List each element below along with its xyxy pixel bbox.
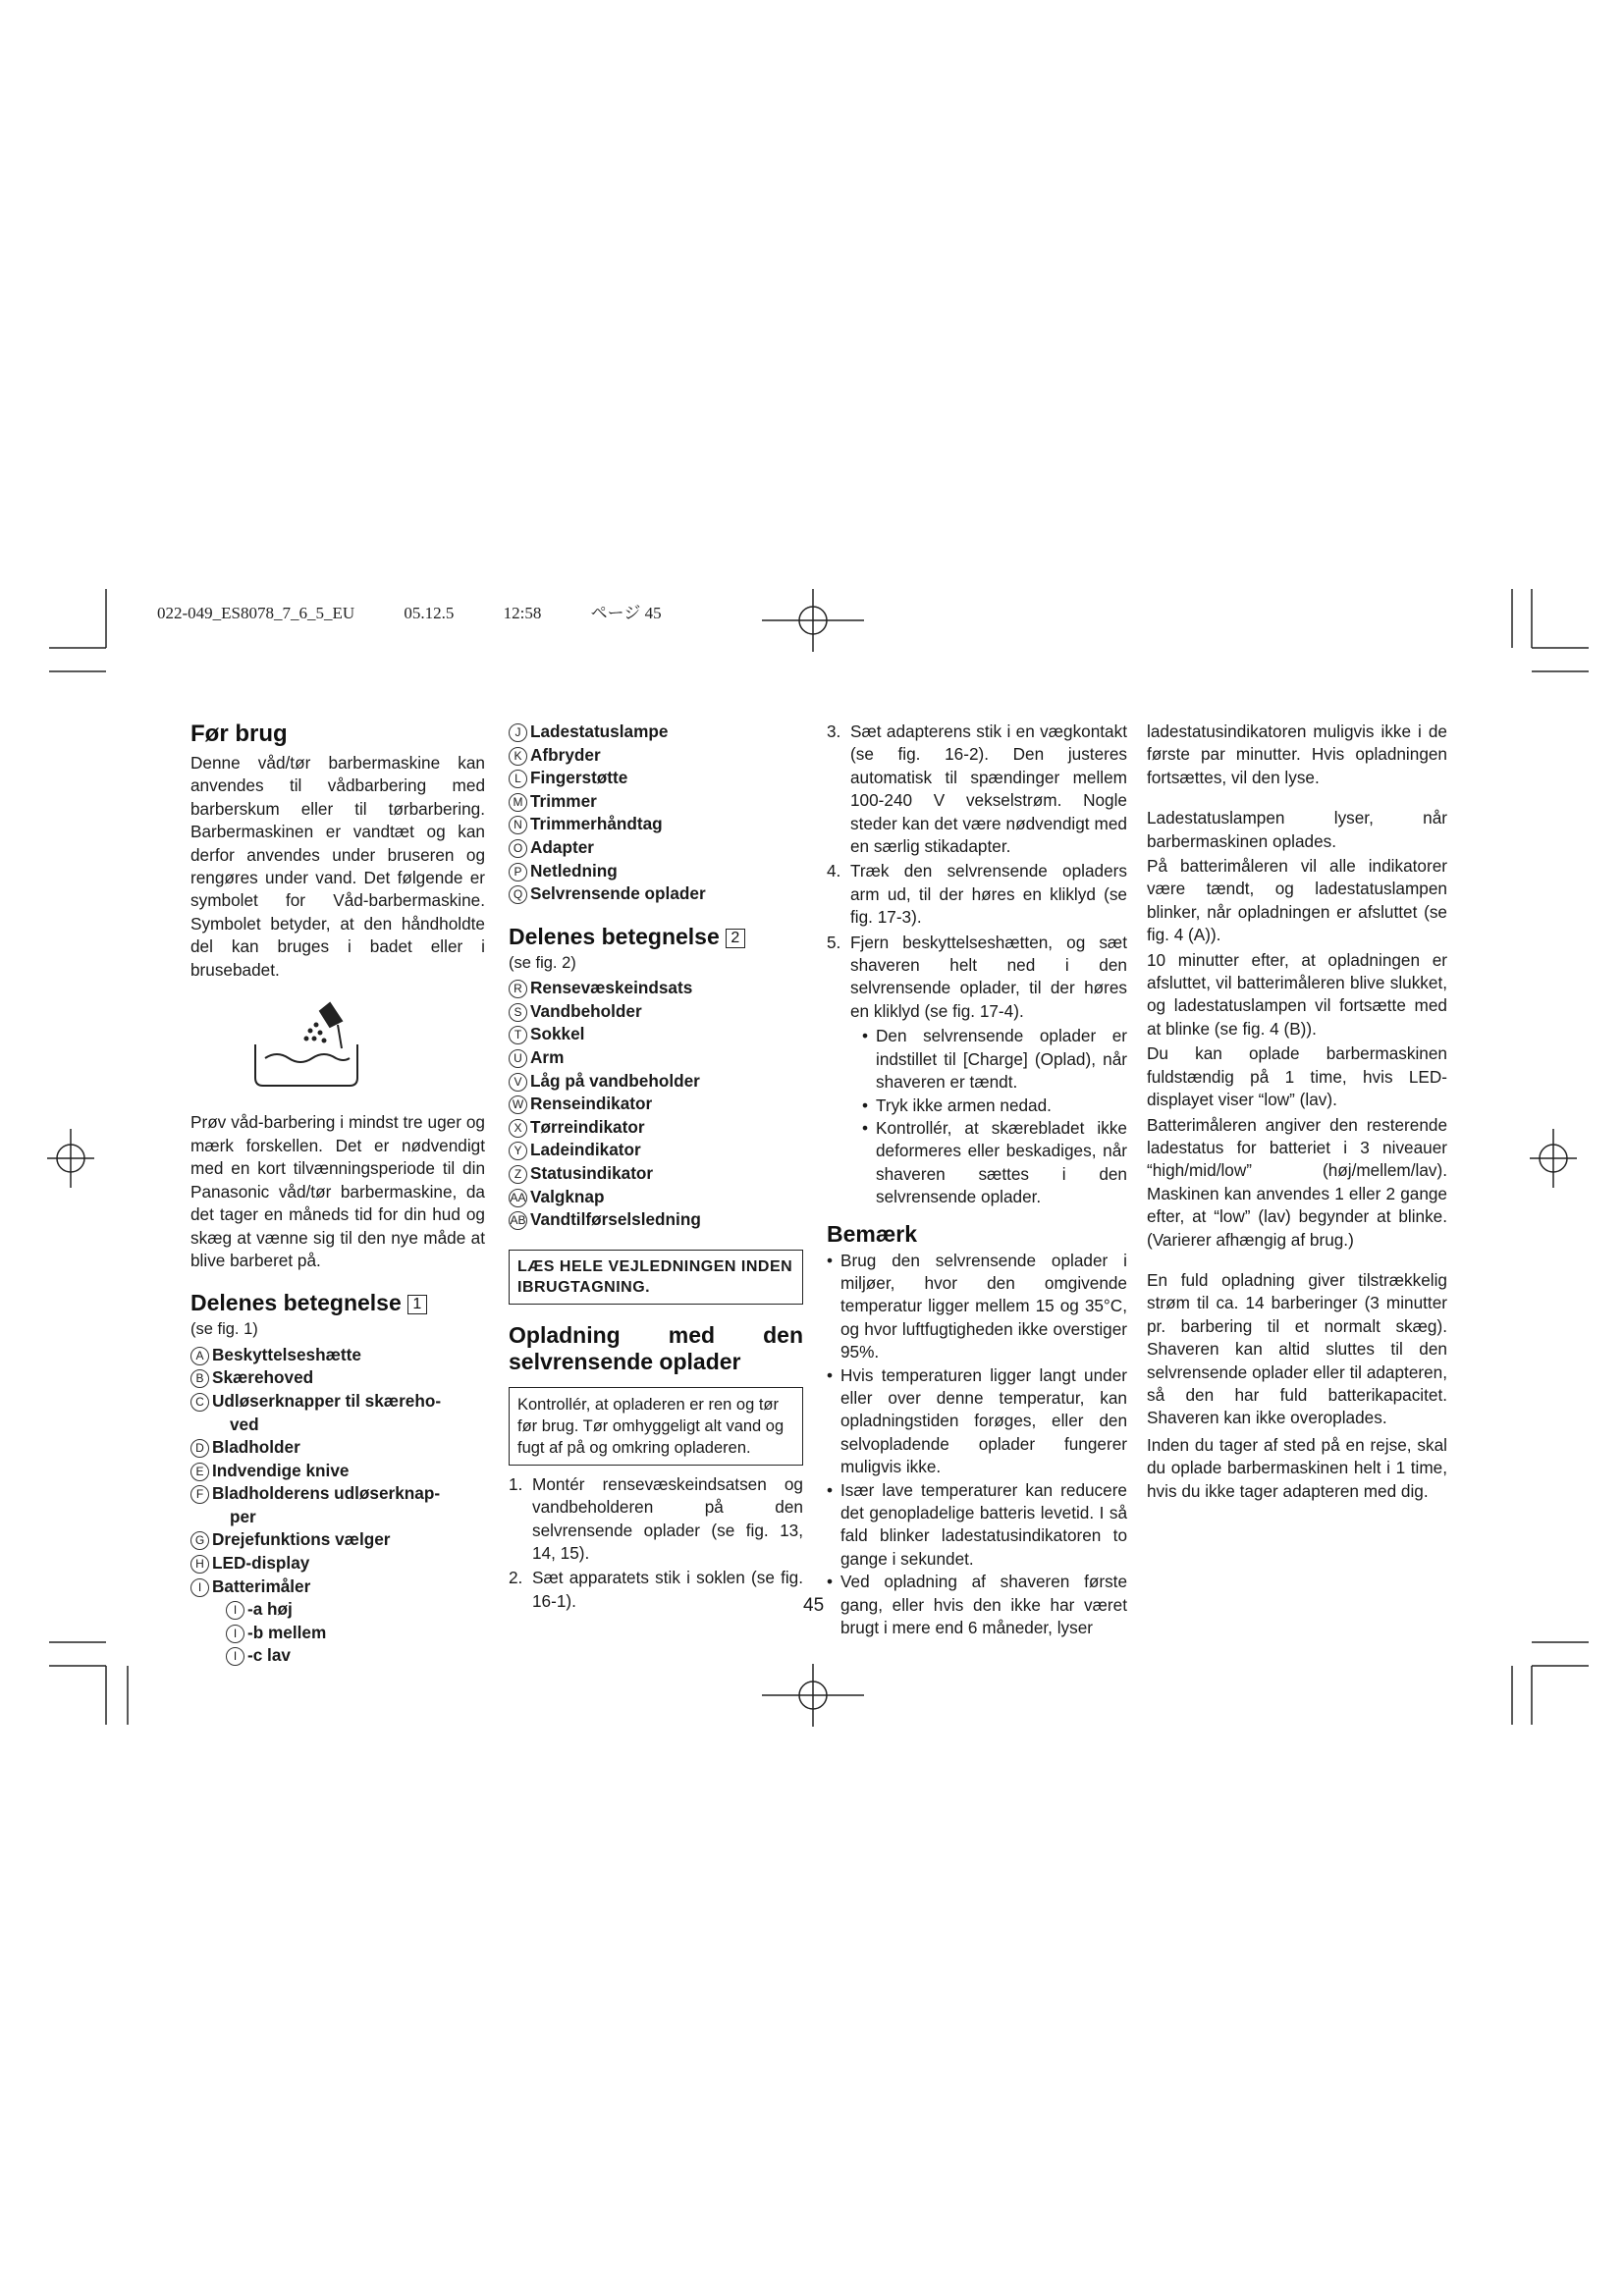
part-key-marker: H	[190, 1555, 209, 1574]
part-label-cont: per	[230, 1506, 256, 1526]
part-item	[190, 1575, 485, 1599]
bullet-item	[862, 1117, 1127, 1209]
part-label: -b mellem	[247, 1622, 327, 1642]
bullet-dot: •	[862, 1026, 869, 1046]
bullet-item	[827, 1571, 1127, 1639]
part-label: Afbryder	[530, 744, 601, 765]
part-key-marker: Y	[509, 1142, 527, 1160]
part-label: -a høj	[247, 1599, 293, 1620]
part-item	[509, 744, 803, 768]
part-label: Låg på vandbeholder	[530, 1070, 700, 1091]
shower-bath-icon	[247, 997, 365, 1092]
header-time: 12:58	[503, 604, 542, 622]
part-item	[190, 1644, 485, 1668]
part-key-marker: M	[509, 793, 527, 812]
part-key-marker: Z	[509, 1165, 527, 1184]
part-key-marker: K	[509, 747, 527, 766]
step-text: Træk den selvrensende opladers arm ud, til der høres en kliklyd (se fig. 17-3).	[850, 861, 1127, 928]
step-item	[827, 932, 1127, 1024]
parts-title-2	[509, 924, 803, 950]
step-text: Fjern beskyttelseshætten, og sæt shaveren helt ned i den selvrensende oplader, til der høres en kliklyd (se fig. 17-4).	[850, 932, 1127, 1021]
part-label: Bladholder	[212, 1437, 300, 1458]
part-label: Skærehoved	[212, 1367, 314, 1388]
part-label: Drejefunktions vælger	[212, 1529, 391, 1550]
part-key-marker: U	[509, 1049, 527, 1068]
step-item	[827, 721, 1127, 858]
part-label: LED-display	[212, 1553, 310, 1574]
column-2	[509, 721, 803, 1615]
bullet-item	[827, 1479, 1127, 1572]
step-text: Sæt adapterens stik i en vægkontakt (se fig. 16-2). Den justeres automatisk til spændinger mellem 100-240 V vekselstrøm. Nogle steder kan det være nødvendigt med en særlig stikadapter.	[850, 721, 1127, 857]
part-key-marker: I	[190, 1578, 209, 1597]
part-item	[509, 836, 803, 860]
bullet-text: Ved opladning af shaveren første gang, eller hvis den ikke har været brugt i mere end 6 måneder, lyser	[840, 1572, 1127, 1638]
parts-list-1	[190, 1344, 485, 1599]
part-key-marker: O	[509, 839, 527, 858]
part-key-marker: R	[509, 980, 527, 998]
fig-number-1: 1	[407, 1295, 427, 1314]
part-item	[509, 721, 803, 744]
part-key-marker: I	[226, 1647, 244, 1666]
charging-steps-1	[509, 1473, 803, 1613]
part-key-marker: T	[509, 1026, 527, 1044]
part-item	[509, 1000, 803, 1024]
column-4	[1147, 721, 1447, 1505]
warning-box: LÆS HELE VEJLEDNINGEN INDEN IBRUGTAGNING.	[509, 1250, 803, 1305]
part-key-marker: D	[190, 1439, 209, 1458]
part-key-marker: P	[509, 863, 527, 881]
bullet-text: Kontrollér, at skærebladet ikke deformeres eller beskadiges, når shaveren sættes i den selvrensende oplader.	[876, 1117, 1127, 1207]
charging-info-paragraphs	[1147, 807, 1447, 1503]
part-label: Statusindikator	[530, 1162, 654, 1183]
bullet-item	[827, 1364, 1127, 1479]
part-key-marker: AB	[509, 1211, 527, 1230]
part-label: Trimmerhåndtag	[530, 814, 663, 834]
bullet-item	[862, 1095, 1127, 1117]
part-key-marker: N	[509, 816, 527, 834]
note-list	[827, 1250, 1127, 1640]
part-key-marker: I	[226, 1625, 244, 1643]
part-label: Arm	[530, 1046, 565, 1067]
part-label: Netledning	[530, 860, 618, 881]
part-label: Indvendige knive	[212, 1460, 350, 1480]
part-item	[509, 1162, 803, 1186]
part-item	[190, 1622, 485, 1645]
step-item	[509, 1473, 803, 1566]
step-text: Sæt apparatets stik i soklen (se fig. 16-1).	[532, 1568, 803, 1611]
info-paragraph: Ladestatuslampen lyser, når barbermaskinen oplades.	[1147, 808, 1447, 851]
bullet-text: Tryk ikke armen nedad.	[876, 1095, 1052, 1115]
part-key-marker: W	[509, 1095, 527, 1114]
header-page-label: ページ 45	[590, 604, 662, 622]
part-item	[509, 1186, 803, 1209]
part-item	[190, 1528, 485, 1552]
bullet-text: Især lave temperaturer kan reducere det genopladelige batteris levetid. I så fald blinker ladestatusindikatoren to gange i sekundet.	[840, 1479, 1127, 1569]
part-label: Renseindikator	[530, 1094, 653, 1114]
part-item	[190, 1482, 485, 1528]
part-label: Bladholderens udløserknap-	[212, 1483, 441, 1504]
parts-title-1	[190, 1290, 485, 1316]
part-label: Batterimåler	[212, 1575, 311, 1596]
part-item	[509, 1023, 803, 1046]
bullet-text: Brug den selvrensende oplader i miljøer, hvor den omgivende temperatur ligger mellem 15 og 35°C, og hvor luftfugtigheden ikke overstiger 95%.	[840, 1250, 1127, 1362]
part-item	[190, 1344, 485, 1367]
info-paragraph: Batterimåleren angiver den resterende ladestatus for batteriet i 3 niveauer “high/mid/low” (høj/mellem/lav). Maskinen kan anvendes 1 eller 2 gange efter, at “low” (lav) begynder at blinke. (Varierer afhængig af brug.)	[1147, 1114, 1447, 1250]
part-key-marker: A	[190, 1347, 209, 1365]
part-label: Ladeindikator	[530, 1140, 641, 1160]
step-number: 2.	[509, 1568, 523, 1588]
part-key-marker: B	[190, 1369, 209, 1388]
part-item	[190, 1552, 485, 1575]
charging-title: Opladning med den selvrensende oplader	[509, 1321, 803, 1374]
part-key-marker: C	[190, 1393, 209, 1412]
part-item	[190, 1436, 485, 1460]
column-1	[190, 721, 485, 1668]
part-key-marker: G	[190, 1531, 209, 1550]
part-item	[509, 1208, 803, 1232]
part-item	[509, 977, 803, 1000]
tip-paragraph: Prøv våd-barbering i mindst tre uger og mærk forskellen. Det er nødvendigt med en kort tilvænningsperiode til din Panasonic våd/tør barbermaskine, da det tager en måneds tid for din hud og skæg at vænne sig til den nye måde at blive barberet på.	[190, 1112, 485, 1270]
info-paragraph: Du kan oplade barbermaskinen fuldstændig på 1 time, hvis LED-displayet viser “low” (lav).	[1147, 1043, 1447, 1110]
part-label: Ladestatuslampe	[530, 721, 669, 741]
part-item	[509, 860, 803, 883]
step-number: 1.	[509, 1473, 523, 1494]
parts-ref-2: (se fig. 2)	[509, 953, 576, 972]
step-item	[827, 860, 1127, 929]
part-item	[509, 1093, 803, 1116]
part-label: Tørreindikator	[530, 1116, 645, 1137]
part-label: -c lav	[247, 1645, 291, 1666]
print-header	[157, 599, 707, 623]
part-item	[509, 882, 803, 906]
part-item	[509, 1070, 803, 1094]
bullet-dot: •	[862, 1117, 869, 1138]
section-title-before-use: Før brug	[190, 721, 288, 747]
part-key-marker: S	[509, 1003, 527, 1022]
parts-list-2	[509, 977, 803, 1232]
note-title: Bemærk	[827, 1220, 918, 1247]
info-paragraph: En fuld opladning giver tilstrækkelig strøm til ca. 14 barberinger (3 minutter pr. barbering til et normalt skæg). Shaveren kan altid sluttes til den selvrensende oplader eller til adapteren, så den har fuld batterikapacitet. Shaveren kan ikke overoplades.	[1147, 1269, 1447, 1428]
part-label: Rensevæskeindsats	[530, 978, 693, 998]
parts-list-1-cont	[509, 721, 803, 906]
bullet-dot: •	[827, 1364, 834, 1385]
parts-title-2-text: Delenes betegnelse	[509, 923, 720, 949]
part-key-marker: Q	[509, 885, 527, 904]
step5-bullets	[827, 1025, 1127, 1208]
part-label: Sokkel	[530, 1024, 585, 1044]
column-3	[827, 721, 1127, 1639]
part-label: Udløserknapper til skæreho-	[212, 1390, 442, 1411]
bullet-dot: •	[862, 1095, 869, 1115]
part-item	[509, 767, 803, 790]
step-text: Montér rensevæskeindsatsen og vandbeholderen på den selvrensende oplader (se fig. 13, 14, 15).	[532, 1473, 803, 1563]
part-label: Trimmer	[530, 790, 597, 811]
bullet-dot: •	[827, 1572, 834, 1592]
part-key-marker: V	[509, 1073, 527, 1092]
step-number: 4.	[827, 861, 841, 881]
part-item	[509, 1046, 803, 1070]
part-item	[509, 790, 803, 814]
bullet-text: Hvis temperaturen ligger langt under eller over denne temperatur, kan opladningstiden forøges, eller den selvopladende oplader fungerer muligvis ikke.	[840, 1364, 1127, 1477]
part-item	[509, 1139, 803, 1162]
info-paragraph: 10 minutter efter, at opladningen er afsluttet, vil batterimåleren blive slukket, og ladestatuslampen vil fortsætte med at blinke (se fig. 4 (B)).	[1147, 949, 1447, 1039]
part-key-marker: AA	[509, 1189, 527, 1207]
part-item	[509, 813, 803, 836]
info-paragraph: På batterimåleren vil alle indikatorer være tændt, og ladestatuslampen blinker, når opladningen er afsluttet (se fig. 4 (A)).	[1147, 856, 1447, 945]
charging-steps-2	[827, 721, 1127, 1023]
part-label: Adapter	[530, 836, 594, 857]
battery-gauge-sublist	[190, 1598, 485, 1668]
bullet-item	[827, 1250, 1127, 1364]
bullet-item	[862, 1025, 1127, 1094]
bullet-dot: •	[827, 1250, 834, 1270]
fig-number-2: 2	[726, 929, 745, 948]
part-item	[190, 1390, 485, 1436]
step-item	[509, 1567, 803, 1613]
step-number: 5.	[827, 932, 841, 952]
part-key-marker: X	[509, 1119, 527, 1138]
page-number: 45	[803, 1595, 825, 1616]
part-key-marker: I	[226, 1601, 244, 1620]
part-label: Valgknap	[530, 1186, 605, 1206]
part-label: Vandbeholder	[530, 1000, 642, 1021]
header-file: 022-049_ES8078_7_6_5_EU	[157, 604, 355, 622]
part-label: Fingerstøtte	[530, 768, 628, 788]
part-label: Vandtilførselsledning	[530, 1209, 701, 1230]
part-item	[509, 1116, 803, 1140]
part-label: Beskyttelseshætte	[212, 1344, 361, 1364]
part-item	[190, 1366, 485, 1390]
part-key-marker: L	[509, 770, 527, 788]
intro-paragraph: Denne våd/tør barbermaskine kan anvendes til vådbarbering med barberskum eller til tørbarbering. Barbermaskinen er vandtæt og kan derfor anvendes under bruseren og rengøres under vand. Det følgende er symbolet for Våd-barbermaskine. Symbolet betyder, at den håndholdte del kan bruges i badet eller i brusebadet.	[190, 753, 485, 980]
part-item	[190, 1460, 485, 1483]
continuation-paragraph: ladestatusindikatoren muligvis ikke i de første par minutter. Hvis opladningen fortsættes, vil den lyse.	[1147, 721, 1447, 787]
part-key-marker: J	[509, 723, 527, 742]
part-key-marker: F	[190, 1485, 209, 1504]
bullet-text: Den selvrensende oplader er indstillet til [Charge] (Oplad), når shaveren er tændt.	[876, 1026, 1127, 1093]
part-key-marker: E	[190, 1463, 209, 1481]
parts-ref-1: (se fig. 1)	[190, 1320, 258, 1339]
part-label: Selvrensende oplader	[530, 883, 706, 904]
header-date: 05.12.5	[404, 604, 455, 622]
part-item	[190, 1598, 485, 1622]
info-paragraph: Inden du tager af sted på en rejse, skal du oplade barbermaskinen helt i 1 time, hvis du ikke tager adapteren med dig.	[1147, 1434, 1447, 1501]
step-number: 3.	[827, 721, 841, 741]
part-label-cont: ved	[230, 1414, 259, 1434]
charging-note-box: Kontrollér, at opladeren er ren og tør før brug. Tør omhyggeligt alt vand og fugt af på og omkring opladeren.	[509, 1387, 803, 1466]
parts-title-1-text: Delenes betegnelse	[190, 1290, 402, 1316]
bullet-dot: •	[827, 1479, 834, 1500]
